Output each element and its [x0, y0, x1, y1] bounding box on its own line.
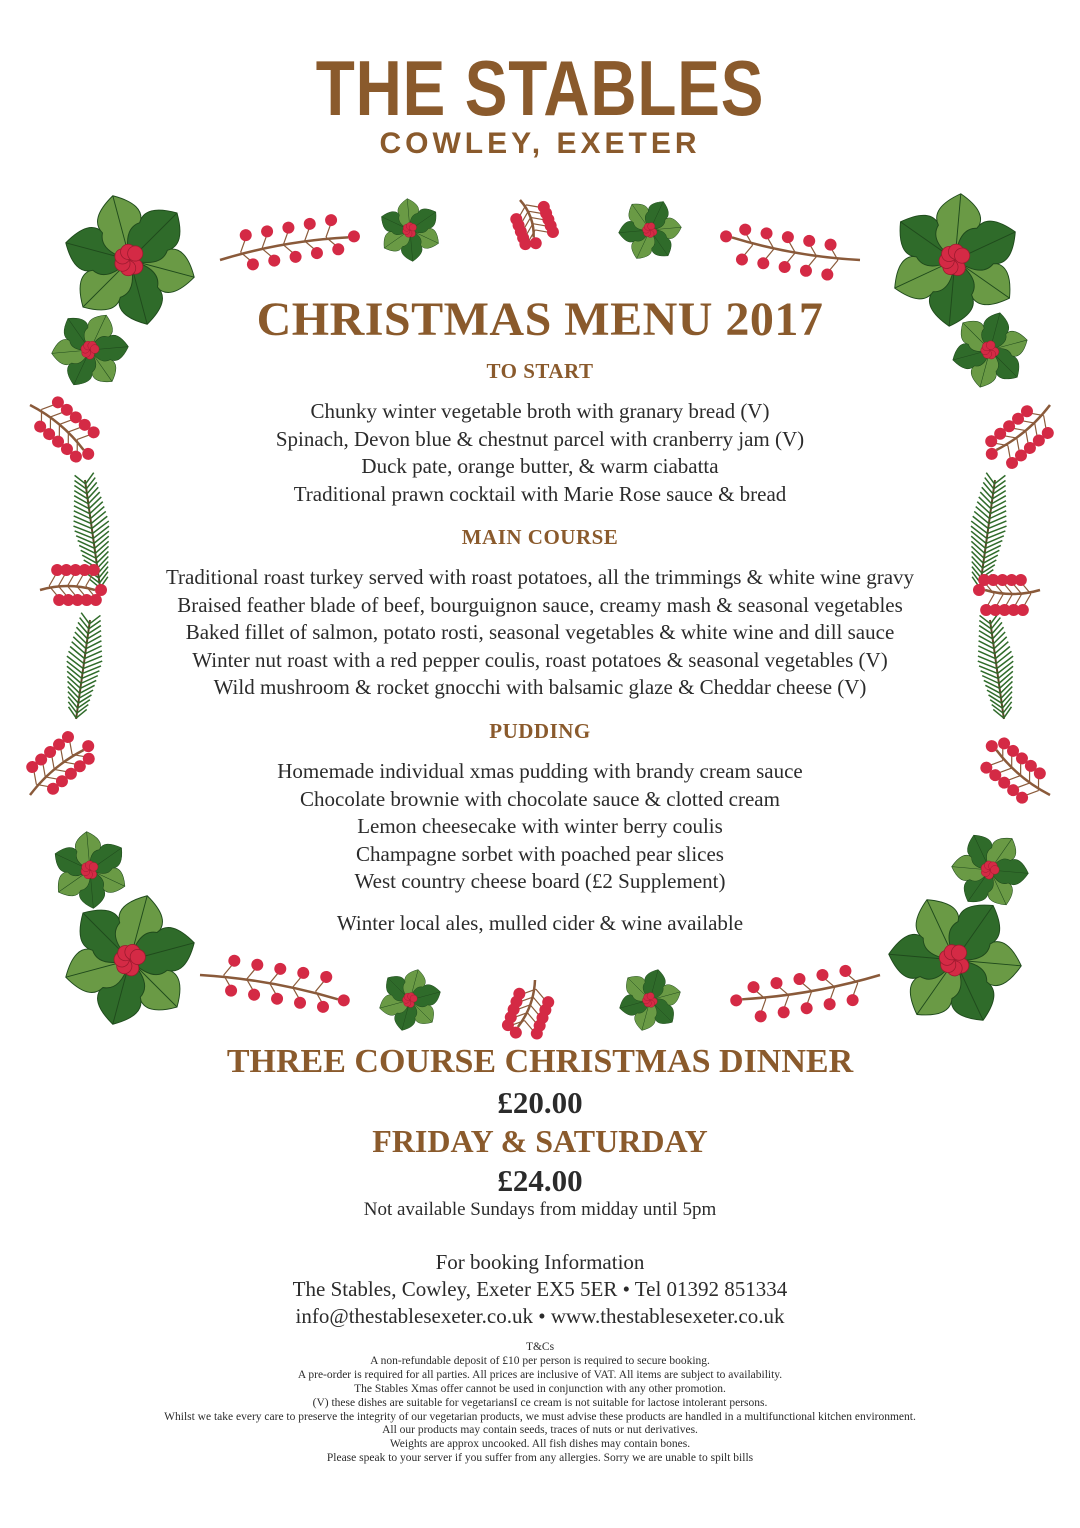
- list-item: Winter nut roast with a red pepper coulis, roast potatoes & seasonal vegetables (V): [192, 647, 888, 672]
- list-item: Spinach, Devon blue & chestnut parcel with cranberry jam (V): [275, 426, 805, 451]
- availability-note: Not available Sundays from midday until 5pm: [363, 1199, 717, 1220]
- list-item: Chunky winter vegetable broth with granary bread (V): [310, 399, 770, 423]
- list-item: Homemade individual xmas pudding with brandy cream sauce: [277, 759, 803, 783]
- dinner-price: £20.00: [497, 1085, 583, 1120]
- menu-title: CHRISTMAS MENU 2017: [256, 293, 824, 346]
- pudding-list: [0, 758, 1080, 896]
- list-item: Traditional roast turkey served with roast potatoes, all the trimmings & white wine gravy: [165, 565, 915, 589]
- weekend-title: FRIDAY & SATURDAY: [372, 1123, 708, 1159]
- list-item: Champagne sorbet with poached pear slices: [356, 841, 724, 866]
- tcs-line: Whilst we take every care to preserve the integrity of our vegetarian products, we must advise these products are handled in a multifunctional kitchen environment.: [164, 1410, 916, 1423]
- starters-list: [0, 398, 1080, 508]
- booking-web: info@thestablesexeter.co.uk • www.thestablesexeter.co.uk: [295, 1304, 785, 1328]
- tcs-line: A non-refundable deposit of £10 per person is required to secure booking.: [370, 1354, 710, 1367]
- booking-address: The Stables, Cowley, Exeter EX5 5ER • Tel 01392 851334: [292, 1277, 788, 1301]
- list-item: West country cheese board (£2 Supplement): [354, 869, 726, 893]
- list-item: Traditional prawn cocktail with Marie Rose sauce & bread: [293, 481, 787, 506]
- list-item: Duck pate, orange butter, & warm ciabatta: [361, 454, 719, 478]
- logo-subtitle: COWLEY, EXETER: [379, 127, 701, 160]
- weekend-price: £24.00: [497, 1163, 583, 1198]
- booking-info: [0, 1249, 1080, 1330]
- tcs-line: (V) these dishes are suitable for vegetariansI ce cream is not suitable for lactose intolerant persons.: [312, 1396, 768, 1409]
- list-item: Baked fillet of salmon, potato rosti, seasonal vegetables & white wine and dill sauce: [185, 620, 895, 644]
- section-heading-mains: MAIN COURSE: [461, 525, 619, 549]
- booking-heading: For booking Information: [435, 1250, 645, 1274]
- tcs-line: The Stables Xmas offer cannot be used in conjunction with any other promotion.: [354, 1382, 726, 1395]
- tcs-line: All our products may contain seeds, traces of nuts or nut derivatives.: [382, 1424, 698, 1437]
- tcs-line: A pre-order is required for all parties. All prices are inclusive of VAT. All items are subject to availability.: [297, 1368, 783, 1381]
- logo-title: THE STABLES: [315, 44, 765, 132]
- drinks-note: Winter local ales, mulled cider & wine available: [336, 911, 744, 935]
- tcs-heading: T&Cs: [525, 1341, 555, 1353]
- tcs-line: Please speak to your server if you suffer from any allergies. Sorry we are unable to spilt bills: [326, 1452, 754, 1465]
- list-item: Braised feather blade of beef, bourguignon sauce, creamy mash & seasonal vegetables: [177, 592, 903, 617]
- mains-list: [0, 564, 1080, 702]
- list-item: Wild mushroom & rocket gnocchi with balsamic glaze & Cheddar cheese (V): [213, 675, 867, 699]
- section-heading-pudding: PUDDING: [489, 719, 591, 743]
- terms-and-conditions: [0, 1341, 1080, 1466]
- list-item: Lemon cheesecake with winter berry coulis: [357, 814, 723, 838]
- list-item: Chocolate brownie with chocolate sauce & clotted cream: [300, 786, 780, 811]
- section-heading-starters: TO START: [486, 359, 594, 383]
- dinner-title: THREE COURSE CHRISTMAS DINNER: [226, 1043, 854, 1080]
- tcs-line: Weights are approx uncooked. All fish dishes may contain bones.: [389, 1438, 691, 1451]
